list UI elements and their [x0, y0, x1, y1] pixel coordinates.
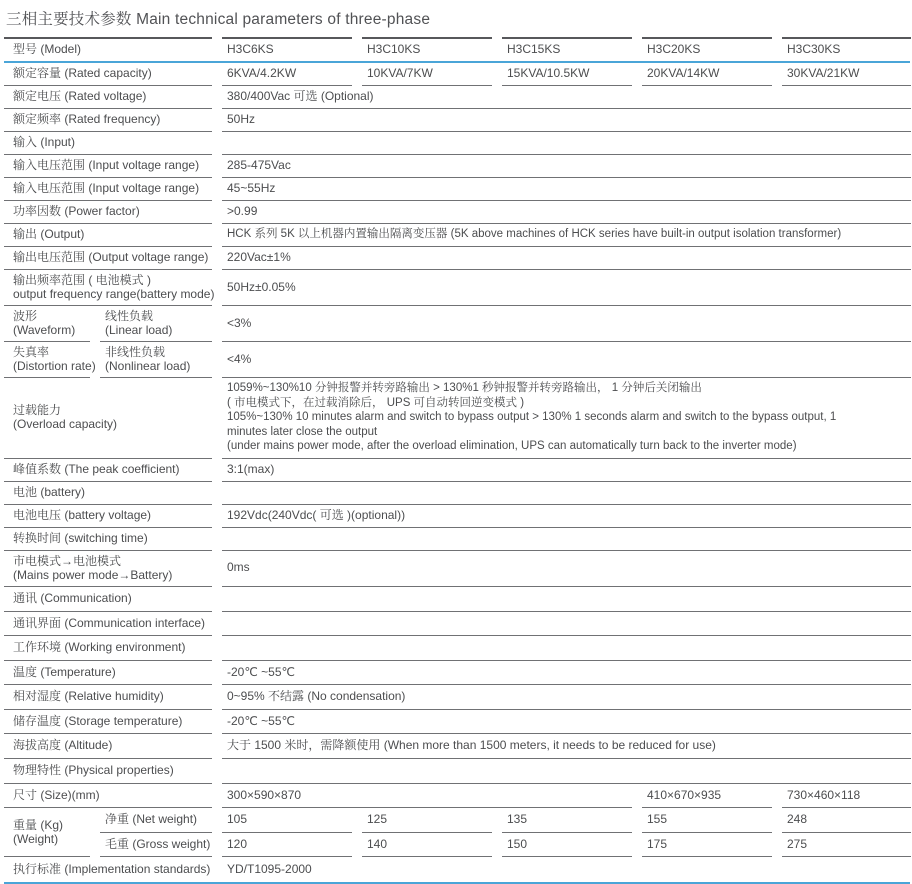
param-label: 峰值系数 (The peak coefficient) — [4, 459, 212, 482]
param-value: 10KVA/7KW — [362, 63, 492, 86]
param-label: 额定频率 (Rated frequency) — [4, 109, 212, 132]
param-label-zh: 波形 — [13, 309, 38, 323]
param-value: 285-475Vac — [222, 155, 911, 178]
param-sublabel: 毛重 (Gross weight) — [100, 833, 212, 858]
overload-line: minutes later close the output — [227, 425, 378, 438]
param-value-empty — [222, 759, 911, 784]
param-value: 大于 1500 米时，需降额使用 (When more than 1500 meters, it needs to be reduced for use) — [222, 734, 911, 759]
model-name: H3C10KS — [362, 37, 492, 61]
table-row-input-section — [4, 132, 910, 155]
section-label: 输入 (Input) — [4, 132, 212, 155]
param-value: >0.99 — [222, 201, 911, 224]
table-row-communication-interface — [4, 612, 910, 637]
table-row-standards — [4, 857, 910, 882]
param-value: 50Hz±0.05% — [222, 270, 911, 306]
model-name: H3C15KS — [502, 37, 632, 61]
param-label-zh: 重量 (Kg) — [13, 817, 64, 832]
overload-line: ( 市电模式下，在过载消除后， UPS 可自动转回逆变模式 ) — [227, 396, 525, 409]
param-value: 15KVA/10.5KW — [502, 63, 632, 86]
table-row-distortion-rate — [4, 342, 910, 378]
param-value-empty — [222, 528, 911, 551]
section-label: 工作环境 (Working environment) — [4, 636, 212, 661]
param-value: HCK 系列 5K 以上机器内置输出隔离变压器 (5K above machines of HCK series have built-in output isolation transformer) — [222, 224, 911, 247]
param-value: 0~95% 不结露 (No condensation) — [222, 685, 911, 710]
param-value: 300×590×870 — [222, 784, 632, 809]
param-label: 相对湿度 (Relative humidity) — [4, 685, 212, 710]
param-value: 155 — [642, 808, 772, 833]
overload-line: (under mains power mode, after the overload elimination, UPS can automatically turn back to the inverter mode) — [227, 440, 797, 453]
param-label — [4, 342, 96, 378]
param-sublabel-en: (Nonlinear load) — [105, 359, 191, 373]
table-row-rated-voltage — [4, 86, 910, 109]
param-value: <3% — [222, 306, 911, 342]
model-name: H3C30KS — [782, 37, 911, 61]
param-value: 30KVA/21KW — [782, 63, 911, 86]
param-value: 730×460×118 — [782, 784, 911, 809]
table-row-output-voltage-range — [4, 247, 910, 270]
param-value: 50Hz — [222, 109, 911, 132]
param-sublabel-zh: 非线性负载 — [105, 345, 166, 359]
param-value: 248 — [782, 808, 911, 833]
param-sublabel-zh: 线性负载 — [105, 309, 154, 323]
param-value: -20℃ ~55℃ — [222, 710, 911, 735]
table-row-communication-section — [4, 587, 910, 612]
param-value: 175 — [642, 833, 772, 858]
param-value-empty — [222, 636, 911, 661]
param-label-en: (Overload capacity) — [13, 417, 118, 432]
model-name: H3C20KS — [642, 37, 772, 61]
section-label: 物理特性 (Physical properties) — [4, 759, 212, 784]
param-label: 额定容量 (Rated capacity) — [4, 63, 212, 86]
param-label: 储存温度 (Storage temperature) — [4, 710, 212, 735]
param-value: 6KVA/4.2KW — [222, 63, 352, 86]
param-value: -20℃ ~55℃ — [222, 661, 911, 686]
param-label: 转换时间 (switching time) — [4, 528, 212, 551]
model-name: H3C6KS — [222, 37, 352, 61]
param-label-en: (Mains power mode→Battery) — [13, 567, 173, 582]
table-row-switching-time — [4, 528, 910, 551]
param-sublabel: 净重 (Net weight) — [100, 808, 212, 833]
param-sublabel — [100, 342, 212, 378]
param-label-en: (Weight) — [13, 831, 59, 846]
table-row-overload-capacity — [4, 378, 910, 459]
table-row-battery-section — [4, 482, 910, 505]
param-label: 型号 (Model) — [4, 37, 212, 61]
section-label: 电池 (battery) — [4, 482, 212, 505]
param-label-zh: 过载能力 — [13, 403, 62, 418]
param-value: 410×670×935 — [642, 784, 772, 809]
table-row-rated-capacity — [4, 63, 910, 86]
param-value: 125 — [362, 808, 492, 833]
table-row-relative-humidity — [4, 685, 910, 710]
table-row-rated-frequency — [4, 109, 910, 132]
param-label: 尺寸 (Size)(mm) — [4, 784, 212, 809]
table-row-working-environment — [4, 636, 910, 661]
param-label-en: output frequency range(battery mode) — [13, 287, 215, 301]
table-row-size — [4, 784, 910, 809]
table-row-peak-coefficient — [4, 459, 910, 482]
param-value: 140 — [362, 833, 492, 858]
table-row-output-section — [4, 224, 910, 247]
param-value: 192Vdc(240Vdc( 可选 )(optional)) — [222, 505, 911, 528]
param-value: 150 — [502, 833, 632, 858]
param-value: 0ms — [222, 551, 911, 587]
param-value: 380/400Vac 可选 (Optional) — [222, 86, 911, 109]
param-label — [4, 551, 212, 587]
param-label-zh: 输出频率范围 ( 电池模式 ) — [13, 273, 151, 287]
section-label: 输出 (Output) — [4, 224, 212, 247]
param-value: 120 — [222, 833, 352, 858]
table-row-weight — [4, 808, 910, 857]
table-row-battery-voltage — [4, 505, 910, 528]
param-label: 温度 (Temperature) — [4, 661, 212, 686]
table-row-storage-temperature — [4, 710, 910, 735]
param-value-empty — [222, 587, 911, 612]
table-row-output-frequency-range — [4, 270, 910, 306]
param-label — [4, 306, 90, 342]
table-row-model — [4, 37, 910, 61]
param-value: 135 — [502, 808, 632, 833]
table-row-physical-section — [4, 759, 910, 784]
param-value: 105 — [222, 808, 352, 833]
param-label — [4, 270, 215, 306]
table-row-input-voltage-range — [4, 155, 910, 178]
param-label-en: (Waveform) — [13, 323, 76, 337]
param-label: 功率因数 (Power factor) — [4, 201, 212, 224]
param-sublabel — [100, 306, 212, 342]
param-value: YD/T1095-2000 — [227, 861, 312, 876]
param-label-zh: 市电模式→电池模式 — [13, 553, 122, 568]
param-value: 20KVA/14KW — [642, 63, 772, 86]
param-label: 执行标准 (Implementation standards) — [13, 861, 211, 876]
param-label — [4, 378, 212, 459]
table-row-temperature — [4, 661, 910, 686]
param-label-en: (Distortion rate) — [13, 359, 96, 373]
param-value — [222, 378, 911, 459]
param-value: 220Vac±1% — [222, 247, 911, 270]
param-label: 输出电压范围 (Output voltage range) — [4, 247, 212, 270]
param-label: 电池电压 (battery voltage) — [4, 505, 212, 528]
table-row-input-frequency-range — [4, 178, 910, 201]
param-label — [4, 808, 90, 857]
table-row-power-factor — [4, 201, 910, 224]
param-value: 3:1(max) — [222, 459, 911, 482]
param-label: 通讯界面 (Communication interface) — [4, 612, 212, 637]
spec-table — [4, 37, 910, 884]
overload-line: 1059%~130%10 分钟报警并转旁路输出 > 130%1 秒钟报警并转旁路输出， 1 分钟后关闭输出 — [227, 382, 702, 394]
param-sublabel-en: (Linear load) — [105, 323, 173, 337]
param-value-empty — [222, 612, 911, 637]
page-title: 三相主要技术参数 Main technical parameters of three-phase — [6, 11, 431, 28]
param-label-zh: 失真率 — [13, 345, 50, 359]
table-row-mains-to-battery — [4, 551, 910, 587]
param-value: 45~55Hz — [222, 178, 911, 201]
table-row-waveform — [4, 306, 910, 342]
param-value: <4% — [222, 342, 911, 378]
param-label: 输入电压范围 (Input voltage range) — [4, 178, 212, 201]
overload-line: 105%~130% 10 minutes alarm and switch to bypass output > 130% 1 seconds alarm and switch to the bypass output, 1 — [227, 411, 837, 424]
param-label: 额定电压 (Rated voltage) — [4, 86, 212, 109]
param-value: 275 — [782, 833, 911, 858]
param-value-empty — [222, 132, 911, 155]
param-label: 海拔高度 (Altitude) — [4, 734, 212, 759]
section-label: 通讯 (Communication) — [4, 587, 212, 612]
table-row-altitude — [4, 734, 910, 759]
param-value-empty — [222, 482, 911, 505]
param-label: 输入电压范围 (Input voltage range) — [4, 155, 212, 178]
